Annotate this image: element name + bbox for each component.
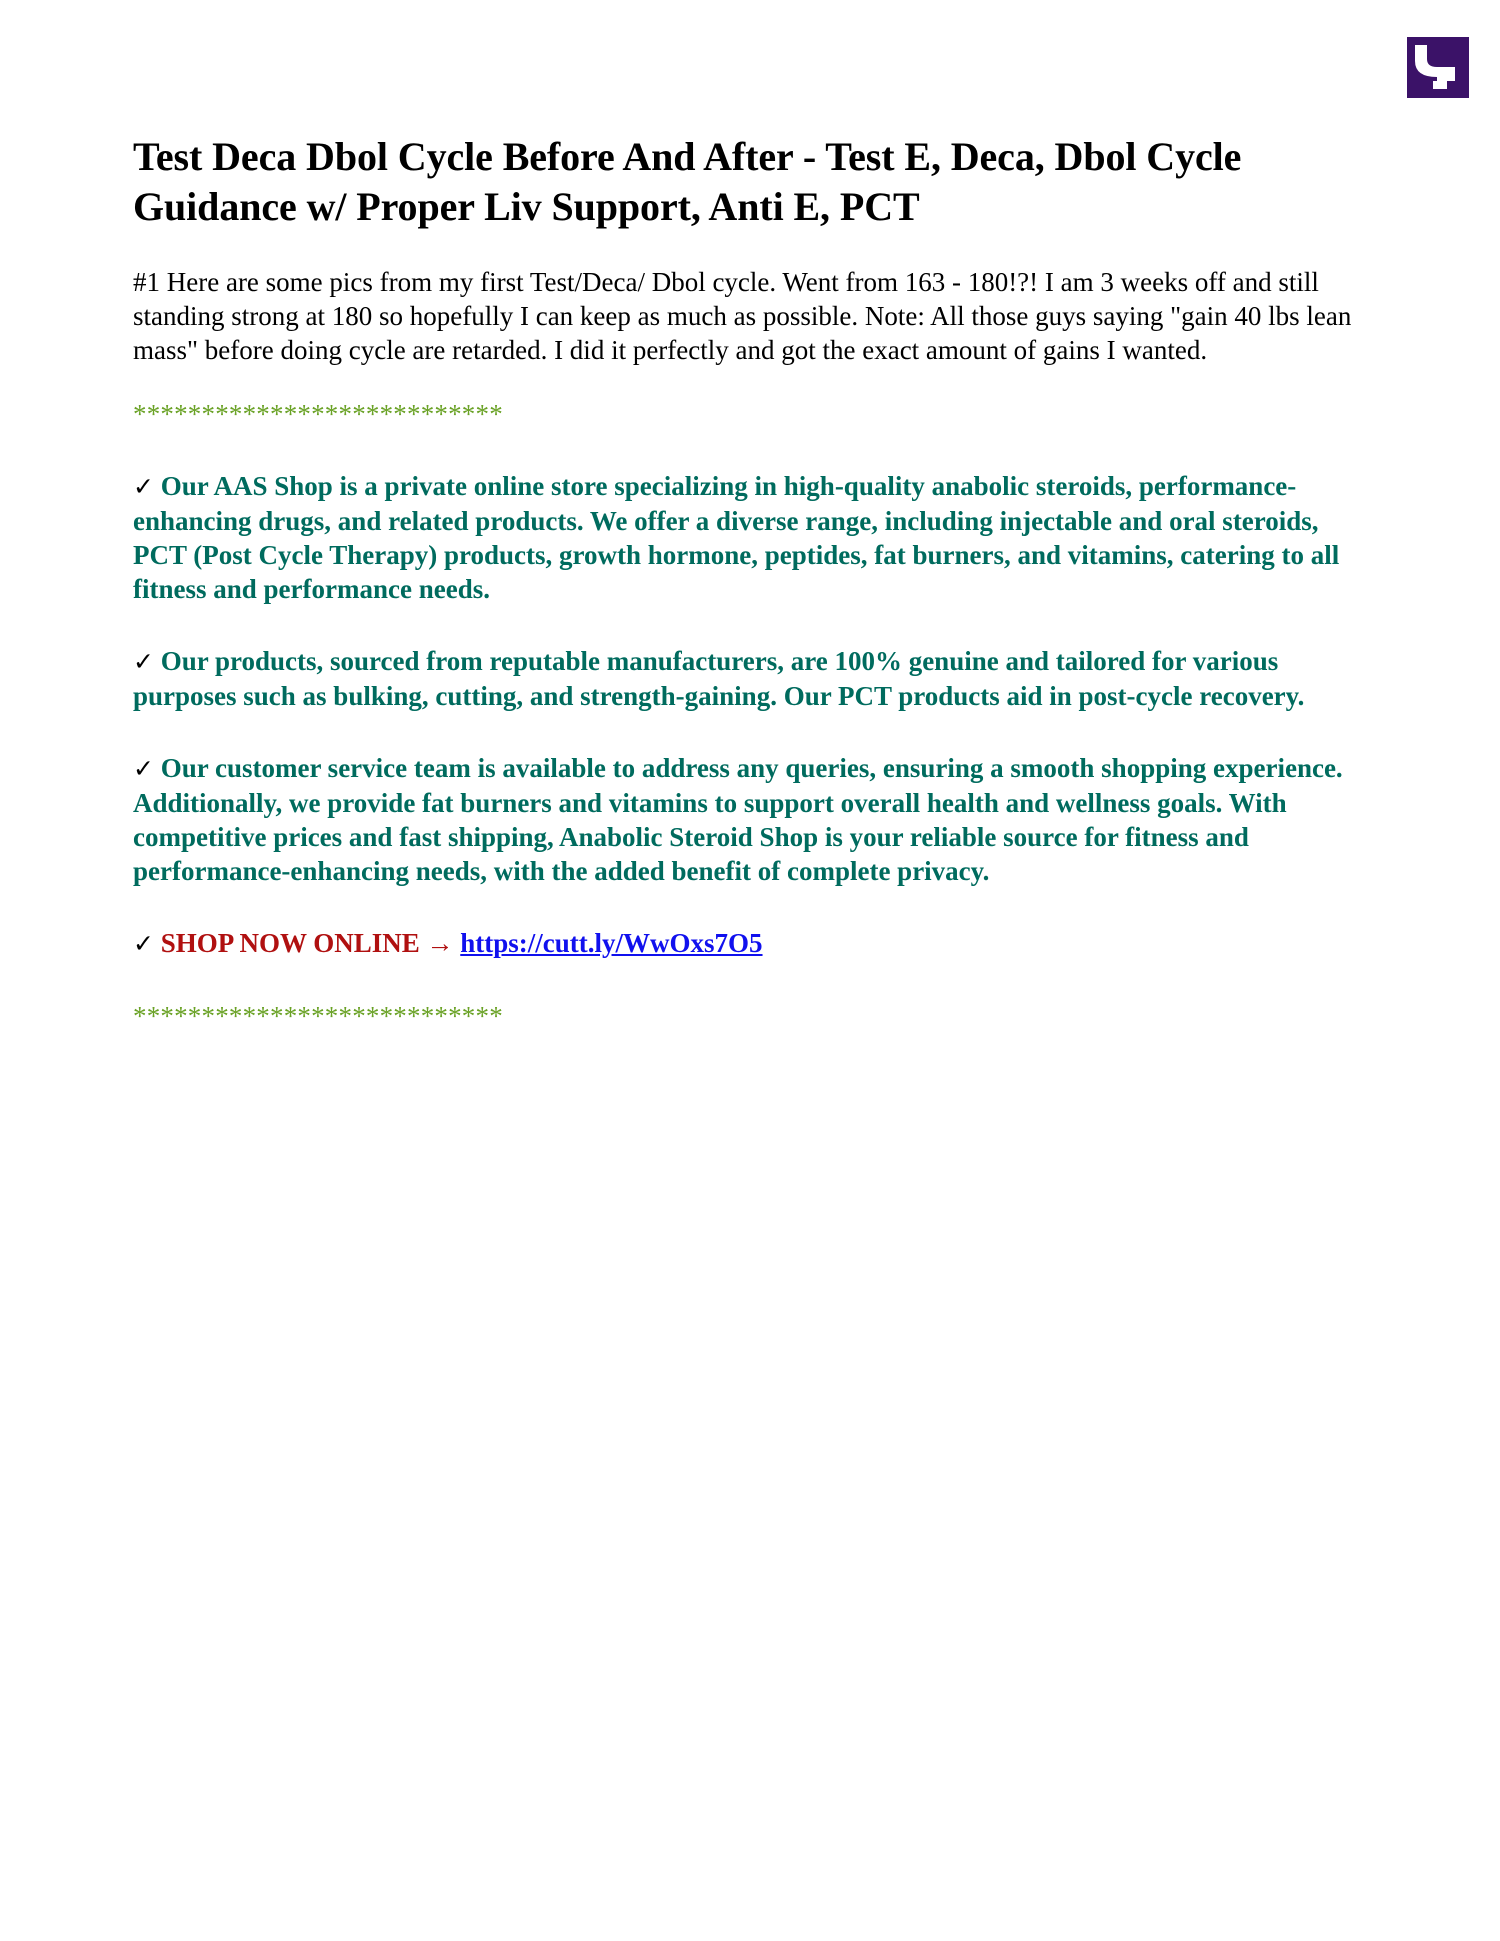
- shop-now-line: [133, 926, 1378, 961]
- promo-paragraph-shop: [133, 469, 1378, 606]
- promo-text: Our products, sourced from reputable manufacturers, are 100% genuine and tailored for various purposes such as bulking, cutting, and strength-gaining. Our PCT products aid in post-cycle recovery.: [133, 646, 1305, 711]
- intro-paragraph: #1 Here are some pics from my first Test/Deca/ Dbol cycle. Went from 163 - 180!?! I am 3 weeks off and still standing strong at 180 so hopefully I can keep as much as possible. Note: All those guys saying "gain 40 lbs lean mass" before doing cycle are retarded. I did it perfectly and got the exact amount of gains I wanted.: [133, 267, 1352, 365]
- check-icon: ✓: [133, 929, 154, 958]
- separator-bottom: ***************************: [133, 1001, 503, 1031]
- page-title: Test Deca Dbol Cycle Before And After - Test E, Deca, Dbol Cycle Guidance w/ Proper Liv Support, Anti E, PCT: [133, 134, 1242, 229]
- promo-text: Our customer service team is available to address any queries, ensuring a smooth shopping experience. Additionally, we provide fat burners and vitamins to support overall health and wellness goals. With competitive prices and fast shipping, Anabolic Steroid Shop is your reliable source for fitness and performance-enhancing needs, with the added benefit of complete privacy.: [133, 753, 1343, 886]
- shop-link[interactable]: https://cutt.ly/WwOxs7O5: [460, 928, 763, 958]
- shop-now-label: SHOP NOW ONLINE →: [160, 928, 454, 958]
- check-icon: ✓: [133, 754, 154, 783]
- document-body: [133, 132, 1378, 1033]
- check-icon: ✓: [133, 647, 154, 676]
- promo-paragraph-service: [133, 751, 1378, 888]
- separator-top: ***************************: [133, 399, 503, 429]
- check-icon: ✓: [133, 472, 154, 501]
- promo-paragraph-products: [133, 644, 1378, 713]
- promo-text: Our AAS Shop is a private online store specializing in high-quality anabolic steroids, performance-enhancing drugs, and related products. We offer a diverse range, including injectable and oral steroids, PCT (Post Cycle Therapy) products, growth hormone, peptides, fat burners, and vitamins, catering to all fitness and performance needs.: [133, 471, 1340, 604]
- brand-logo-icon[interactable]: [1407, 37, 1469, 98]
